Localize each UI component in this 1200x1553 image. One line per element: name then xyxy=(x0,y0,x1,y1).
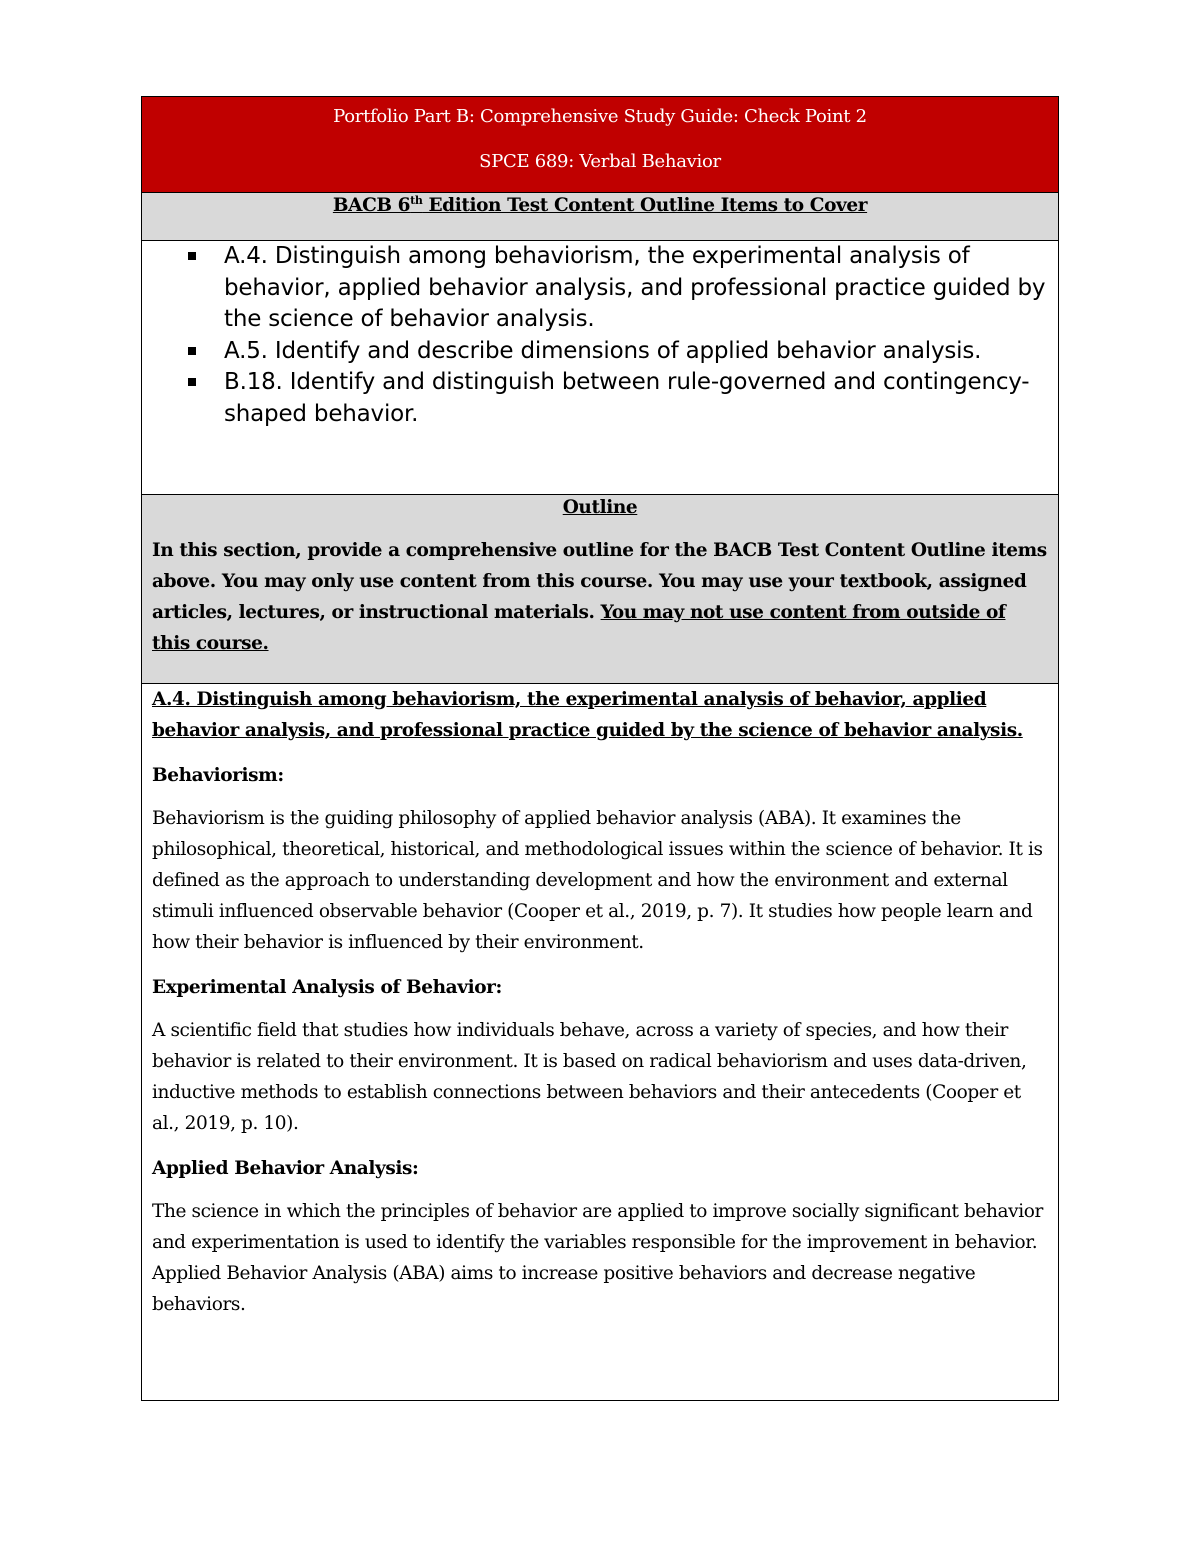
list-item xyxy=(142,367,1058,430)
list-item-text: A.4. Distinguish among behaviorism, the experimental analysis of behavior, applied behavior analysis, and professional practice guided by the science of behavior analysis. xyxy=(224,243,1046,332)
outline-content-row xyxy=(142,684,1058,1400)
eab-paragraph: A scientific field that studies how individuals behave, across a variety of species, and how their behavior is related to their environment. It is based on radical behaviorism and uses data-driven, inductive methods to establish connections between behaviors and their antecedents (Cooper et al., 2019, p. 10). xyxy=(152,1020,1027,1134)
square-bullet-icon xyxy=(188,252,196,260)
eab-heading: Experimental Analysis of Behavior: xyxy=(152,977,502,998)
course-title: SPCE 689: Verbal Behavior xyxy=(479,151,721,172)
behaviorism-paragraph: Behaviorism is the guiding philosophy of applied behavior analysis (ABA). It examines the philosophical, theoretical, historical, and methodological issues within the science of behavior. It is defined as the approach to understanding development and how the environment and external stimuli influenced observable behavior (Cooper et al., 2019, p. 7). It studies how people learn and how their behavior is influenced by their environment. xyxy=(152,808,1043,953)
aba-paragraph: The science in which the principles of behavior are applied to improve socially significant behavior and experimentation is used to identify the variables responsible for the improvement in behavior. Applied Behavior Analysis (ABA) aims to increase positive behaviors and decrease negative behaviors. xyxy=(152,1201,1043,1315)
section-heading-a4: A.4. Distinguish among behaviorism, the experimental analysis of behavior, applied behavior analysis, and professional practice guided by the science of behavior analysis. xyxy=(152,689,1023,741)
list-item-text: A.5. Identify and describe dimensions of applied behavior analysis. xyxy=(224,337,982,364)
square-bullet-icon xyxy=(188,347,196,355)
outline-instructions-row xyxy=(142,495,1058,684)
outline-instructions xyxy=(152,535,1048,659)
instructions-underlined-text: You may not use content from outside of this course. xyxy=(152,602,1006,654)
title-header xyxy=(142,97,1058,193)
aba-heading: Applied Behavior Analysis: xyxy=(152,1158,419,1179)
cover-title-pre: BACB 6 xyxy=(332,195,411,216)
list-item-text: B.18. Identify and distinguish between rule-governed and contingency-shaped behavior. xyxy=(224,369,1030,427)
behaviorism-heading: Behaviorism: xyxy=(152,765,284,786)
cover-items-list-row xyxy=(142,241,1058,495)
cover-title-sup: th xyxy=(410,194,423,207)
square-bullet-icon xyxy=(188,378,196,386)
cover-items-list xyxy=(142,241,1058,430)
list-item xyxy=(142,336,1058,368)
document-title: Portfolio Part B: Comprehensive Study Guide: Check Point 2 xyxy=(333,106,867,127)
list-item xyxy=(142,241,1058,336)
cover-title-post: Edition Test Content Outline Items to Cover xyxy=(422,195,868,216)
cover-items-title xyxy=(333,193,867,219)
instructions-text: In this section, provide a comprehensive outline for the BACB Test Content Outline items above. You may only use content from this course. You may use your textbook, assigned articles, lectures, or instructional materials. xyxy=(152,540,1047,623)
cover-items-header xyxy=(142,193,1058,241)
outline-title: Outline xyxy=(562,497,638,518)
study-guide-table xyxy=(141,96,1059,1401)
